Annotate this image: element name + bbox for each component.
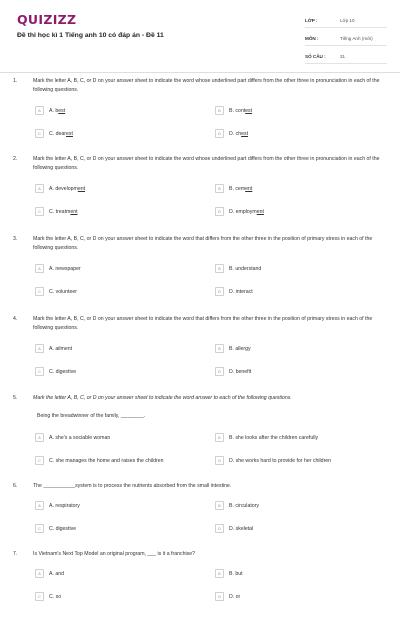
option-letter-box: D [215,207,224,216]
answer-option-d[interactable] [215,523,253,534]
question-number: 3. [13,236,18,242]
option-letter-box: D [215,524,224,533]
option-underlined-part: est [58,107,66,114]
option-text [49,435,110,441]
answer-option-c[interactable] [35,128,73,139]
meta-value: Tiếng Anh (mới) [340,35,373,41]
option-text-main: B. cem [229,185,246,192]
answer-option-b[interactable] [215,263,261,274]
option-text [49,594,61,600]
option-text-main: A. developm [49,185,78,192]
answer-option-c[interactable] [35,523,76,534]
option-underlined-part: ent [77,185,86,192]
option-underlined-part: est [66,130,73,137]
option-text [49,346,72,352]
option-letter-box: A [35,344,44,353]
answer-option-b[interactable] [215,343,251,354]
option-text-main: D. or [229,593,241,600]
option-text [229,108,252,114]
worksheet-meta [305,13,387,67]
question-number: 1. [13,78,18,84]
answer-option-b[interactable] [215,183,252,194]
option-letter-box: A [35,569,44,578]
option-text [229,209,264,215]
option-letter-box: A [35,184,44,193]
option-letter-box: A [35,106,44,115]
answer-option-b[interactable] [215,432,318,443]
option-letter-box: C [35,129,44,138]
option-text [229,346,251,352]
option-text-main: C. volunteer [49,288,77,295]
option-letter-box: B [215,184,224,193]
option-text [49,458,163,464]
option-letter-box: D [215,456,224,465]
option-text-main: A. ailment [49,345,73,352]
option-text-main: D. employm [229,208,257,215]
option-letter-box: A [35,433,44,442]
option-letter-box: B [215,264,224,273]
answer-option-c[interactable] [35,366,76,377]
option-letter-box: C [35,367,44,376]
option-text [229,571,243,577]
option-text-main: C. digestive [49,525,77,532]
option-text-main: C. she manages the home and raises the children [49,457,164,464]
option-text-main: B. understand [229,265,262,272]
option-letter-box: C [35,207,44,216]
meta-value: Lớp 10 [340,17,355,23]
meta-row-class [305,13,387,28]
question-prompt: Being the breadwinner of the family, ________. [37,413,146,419]
quizizz-logo: QUIZIZZ [17,12,77,27]
option-text [229,186,252,192]
answer-option-d[interactable] [215,128,248,139]
answer-option-c[interactable] [35,206,78,217]
answer-option-a[interactable] [35,432,110,443]
option-text [49,266,81,272]
question-3 [0,236,400,316]
meta-label: SỐ CÂU : [305,53,326,59]
option-text [229,503,259,509]
option-text-main: B. she looks after the children carefully [229,434,319,441]
option-text [49,571,64,577]
option-letter-box: C [35,456,44,465]
answer-option-a[interactable] [35,263,81,274]
answer-option-a[interactable] [35,568,64,579]
worksheet-header [0,0,400,72]
option-text-main: A. and [49,570,64,577]
question-text: The ___________system is to process the nutrients absorbed from the small intestine. [33,483,232,489]
question-5 [0,395,400,475]
option-text [229,458,331,464]
option-text-main: B. circulatory [229,502,259,509]
option-text-main: B. allergy [229,345,251,352]
meta-label: MÔN : [305,35,319,41]
question-text: Mark the letter A, B, C, or D on your answer sheet to indicate the word that differs from the other three in the position of primary stress in each of the following questions. [33,236,373,251]
answer-option-a[interactable] [35,500,80,511]
option-text [49,108,65,114]
answer-option-b[interactable] [215,105,252,116]
option-text-main: C. digestive [49,368,77,375]
question-2 [0,156,400,236]
option-underlined-part: est [245,107,253,114]
option-letter-box: D [215,287,224,296]
answer-option-c[interactable] [35,455,163,466]
option-text-main: C. so [49,593,62,600]
question-text: Mark the letter A, B, C, or D on your answer sheet to indicate the word whose underlined part differs from the other three in pronunciation in each of the following questions. [33,156,380,171]
option-text [49,289,77,295]
option-text-main: C. treatm [49,208,71,215]
question-number: 2. [13,156,18,162]
question-4 [0,316,400,396]
option-text [49,209,78,215]
option-text-main: D. skeletal [229,525,254,532]
answer-option-a[interactable] [35,105,65,116]
header-divider [0,72,400,73]
answer-option-d[interactable] [215,286,253,297]
option-text [229,131,248,137]
option-letter-box: B [215,106,224,115]
question-number: 5. [13,395,18,401]
option-text [49,131,73,137]
option-text [229,369,251,375]
option-letter-box: B [215,344,224,353]
option-text-main: A. she's a sociable woman [49,434,111,441]
option-letter-box: B [215,569,224,578]
option-text [229,435,318,441]
answer-option-d[interactable] [215,455,331,466]
meta-value: 31 [340,53,346,59]
option-text [49,369,76,375]
option-underlined-part: est [241,130,249,137]
option-text-main: A. newspaper [49,265,81,272]
option-text-main: D. she works hard to provide for her children [229,457,332,464]
option-letter-box: D [215,592,224,601]
option-letter-box: A [35,264,44,273]
answer-option-d[interactable] [215,591,240,602]
option-text-main: B. but [229,570,243,577]
option-letter-box: C [35,592,44,601]
option-text [49,503,80,509]
answer-option-b[interactable] [215,568,243,579]
option-underlined-part: ent [70,208,78,215]
option-letter-box: B [215,501,224,510]
option-letter-box: B [215,433,224,442]
option-text-main: C. dear [49,130,67,137]
option-text [49,526,76,532]
answer-option-c[interactable] [35,591,61,602]
option-letter-box: D [215,367,224,376]
answer-option-a[interactable] [35,183,85,194]
question-number: 7. [13,551,18,557]
option-text-main: A. b [49,107,59,114]
question-number: 6. [13,483,18,489]
option-text-main: D. interact [229,288,253,295]
meta-row-count [305,49,387,64]
question-text: Mark the letter A, B, C, or D on your answer sheet to indicate the word answer to each of the following questions. [33,395,292,401]
question-7 [0,551,400,631]
meta-row-subject [305,31,387,46]
question-1 [0,78,400,158]
question-text: Is Vietnam's Next Top Model an original program, ___ is it a franchise? [33,551,195,557]
option-text-main: A. respiratory [49,502,80,509]
question-number: 4. [13,316,18,322]
option-letter-box: A [35,501,44,510]
option-letter-box: C [35,287,44,296]
option-text-main: B. cont [229,107,246,114]
option-underlined-part: ent [256,208,264,215]
option-text-main: D. benefit [229,368,252,375]
worksheet-title: Đề thi học kì 1 Tiếng anh 10 có đáp án - Đề 11 [17,32,164,39]
option-text [229,526,253,532]
option-text [229,289,253,295]
option-letter-box: D [215,129,224,138]
answer-option-d[interactable] [215,206,264,217]
option-text-main: D. ch [229,130,242,137]
option-text [49,186,85,192]
option-underlined-part: ent [245,185,253,192]
answer-option-b[interactable] [215,500,259,511]
question-text: Mark the letter A, B, C, or D on your answer sheet to indicate the word that differs from the other three in the position of primary stress in each of the following questions. [33,316,373,331]
option-text [229,594,240,600]
answer-option-d[interactable] [215,366,251,377]
option-text [229,266,261,272]
answer-option-a[interactable] [35,343,72,354]
answer-option-c[interactable] [35,286,77,297]
meta-label: LỚP : [305,17,318,23]
question-text: Mark the letter A, B, C, or D on your answer sheet to indicate the word whose underlined part differs from the other three in pronunciation in each of the following questions. [33,78,380,93]
option-letter-box: C [35,524,44,533]
